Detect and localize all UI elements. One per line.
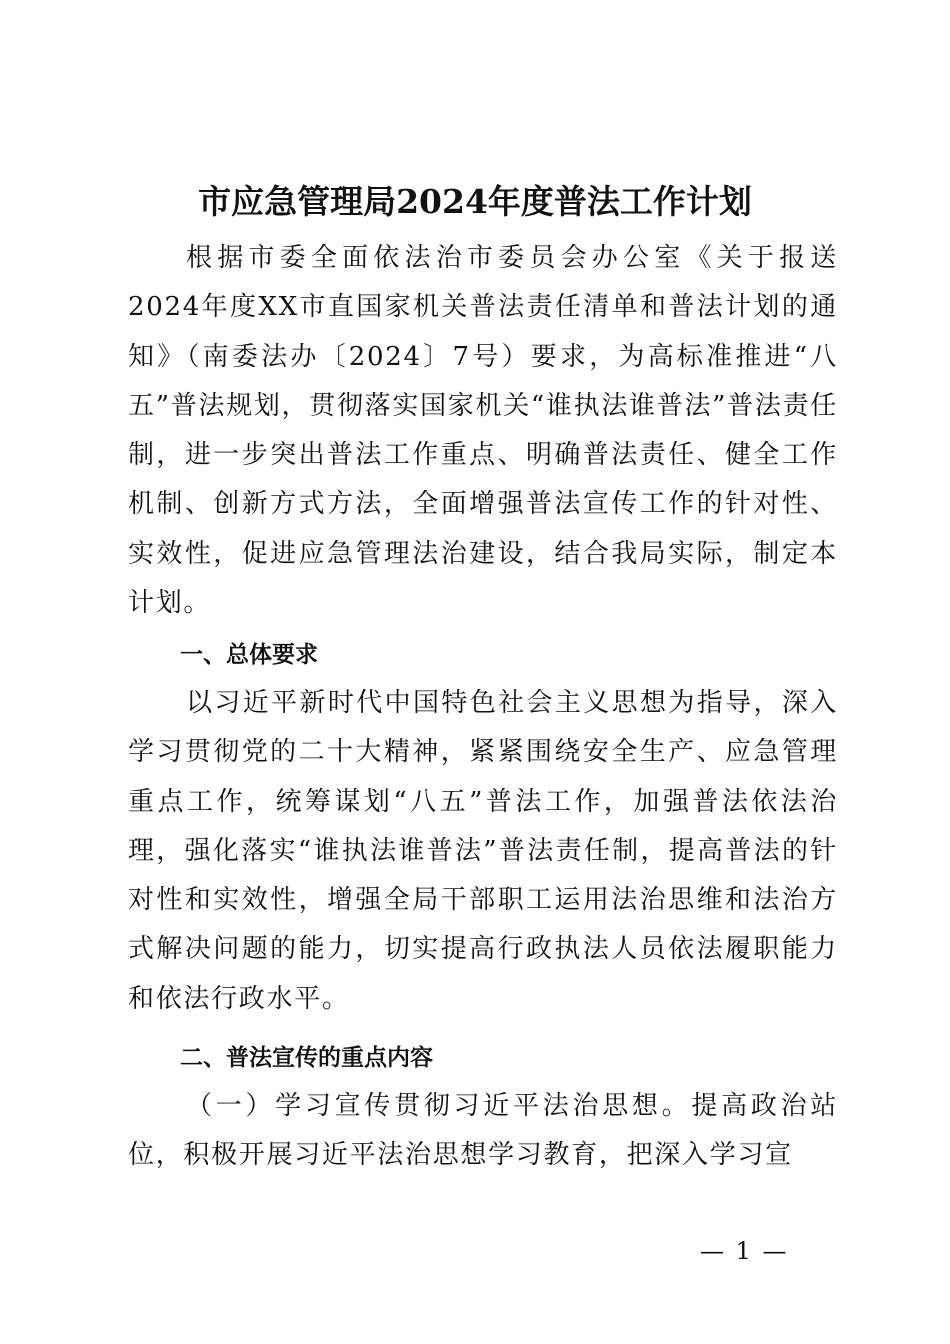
section-heading-key-content: 二、普法宣传的重点内容 [180, 1045, 433, 1071]
document-title: 市应急管理局2024年度普法工作计划 [198, 182, 752, 221]
page-number: — 1 — [700, 1237, 789, 1265]
section-heading-overall-requirements: 一、总体要求 [180, 642, 318, 668]
overall-requirements-paragraph: 以习近平新时代中国特色社会主义思想为指导，深入学习贯彻党的二十大精神，紧紧围绕安全生产、应急管理重点工作，统筹谋划“八五”普法工作，加强普法依法治理，强化落实“谁执法谁普法”普法责任制，提高普法的针对性和实效性，增强全局干部职工运用法治思维和法治方式解决问题的能力，切实提高行政执法人员依法履职能力和依法行政水平。 [128, 688, 838, 1014]
key-content-paragraph: （一）学习宣传贯彻习近平法治思想。提高政治站位，积极开展习近平法治思想学习教育，把深入学习宣 [128, 1091, 838, 1171]
intro-paragraph: 根据市委全面依法治市委员会办公室《关于报送2024年度XX市直国家机关普法责任清单和普法计划的通知》（南委法办〔2024〕7号）要求，为高标准推进“八五”普法规划，贯彻落实国家机关“谁执法谁普法”普法责任制，进一步突出普法工作重点、明确普法责任、健全工作机制、创新方式方法，全面增强普法宣传工作的针对性、实效性，促进应急管理法治建设，结合我局实际，制定本计划。 [128, 243, 838, 619]
